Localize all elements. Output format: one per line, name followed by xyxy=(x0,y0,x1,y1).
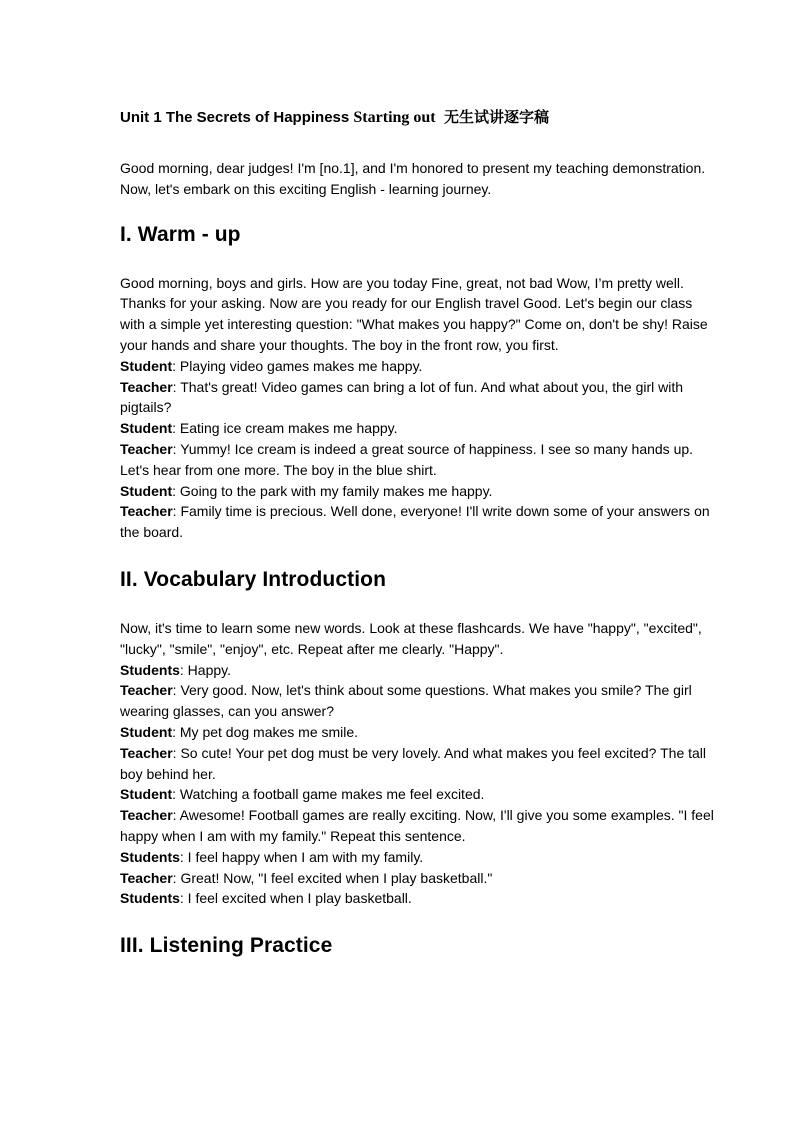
dialogue-line xyxy=(120,660,720,681)
dialogue-text: : My pet dog makes me smile. xyxy=(172,723,359,740)
section-opening: Good morning, boys and girls. How are you today Fine, great, not bad Wow, I’m pretty well. Thanks for your asking. Now are you ready for our English travel Good. Let's begin our class with a simple yet interesting question: "What makes you happy?" Come on, don't be shy! Raise your hands and share your thoughts. The boy in the front row, you first. xyxy=(120,274,708,353)
title-english: Unit 1 The Secrets of Happiness xyxy=(120,109,354,126)
dialogue-text: : Going to the park with my family makes me happy. xyxy=(172,482,493,499)
speaker-label: Student xyxy=(120,723,173,740)
speaker-label: Student xyxy=(120,420,173,437)
section-heading-listening: III. Listening Practice xyxy=(120,934,333,958)
speaker-label: Student xyxy=(120,482,173,499)
document-content xyxy=(120,106,720,984)
dialogue-text: : Awesome! Football games are really exciting. Now, I'll give you some examples. "I feel happy when I am with my family." Repeat this sentence. xyxy=(120,807,714,844)
speaker-label: Students xyxy=(120,661,180,678)
speaker-label: Teacher xyxy=(120,807,173,824)
dialogue-text: : Very good. Now, let's think about some questions. What makes you smile? The girl wearing glasses, can you answer? xyxy=(120,682,692,720)
dialogue-line xyxy=(120,722,720,743)
speaker-label: Teacher xyxy=(120,744,173,761)
dialogue-line xyxy=(120,377,720,419)
dialogue-line xyxy=(120,888,720,909)
dialogue-line xyxy=(120,847,720,868)
dialogue-text: : Eating ice cream makes me happy. xyxy=(172,420,398,437)
dialogue-text: : Family time is precious. Well done, everyone! I'll write down some of your answers on the board. xyxy=(120,503,710,541)
title-chinese: 无生试讲逐字稿 xyxy=(443,108,549,126)
dialogue-text: : I feel happy when I am with my family. xyxy=(179,848,424,865)
dialogue-line xyxy=(120,501,720,543)
dialogue-line xyxy=(120,481,720,502)
dialogue-text: : Happy. xyxy=(179,661,231,678)
section-body-warm-up xyxy=(120,273,720,543)
dialogue-line xyxy=(120,418,720,439)
dialogue-line xyxy=(120,868,720,889)
title-subtitle: Starting out xyxy=(353,109,436,126)
dialogue-line xyxy=(120,743,720,785)
speaker-label: Student xyxy=(120,357,173,374)
intro-paragraph: Good morning, dear judges! I'm [no.1], and I'm honored to present my teaching demonstration. Now, let's embark on this exciting English - learning journey. xyxy=(120,160,706,197)
speaker-label: Teacher xyxy=(120,869,173,886)
dialogue-text: : That's great! Video games can bring a lot of fun. And what about you, the girl with pigtails? xyxy=(120,378,684,416)
speaker-label: Teacher xyxy=(120,503,173,520)
speaker-label: Teacher xyxy=(120,440,173,457)
speaker-label: Students xyxy=(120,890,180,907)
section-heading-vocabulary: II. Vocabulary Introduction xyxy=(120,567,386,591)
document-title xyxy=(120,106,720,129)
dialogue-text: : So cute! Your pet dog must be very lovely. And what makes you feel excited? The tall boy behind her. xyxy=(120,744,707,782)
dialogue-line xyxy=(120,439,720,481)
dialogue-line xyxy=(120,784,720,805)
dialogue-text: : Yummy! Ice cream is indeed a great source of happiness. I see so many hands up. Let's hear from one more. The boy in the blue shirt. xyxy=(120,440,694,478)
speaker-label: Teacher xyxy=(120,378,173,395)
speaker-label: Student xyxy=(120,786,173,803)
section-body-vocabulary xyxy=(120,618,720,909)
dialogue-text: : I feel excited when I play basketball. xyxy=(179,890,412,907)
section-opening: Now, it's time to learn some new words. Look at these flashcards. We have "happy", "excited", "lucky", "smile", "enjoy", etc. Repeat after me clearly. "Happy". xyxy=(120,619,702,657)
dialogue-text: : Great! Now, "I feel excited when I play basketball." xyxy=(172,869,493,886)
dialogue-line xyxy=(120,805,720,847)
dialogue-line xyxy=(120,356,720,377)
speaker-label: Students xyxy=(120,848,180,865)
dialogue-text: : Watching a football game makes me feel excited. xyxy=(172,786,485,803)
dialogue-line xyxy=(120,680,720,722)
section-heading-warm-up: I. Warm - up xyxy=(120,222,241,246)
speaker-label: Teacher xyxy=(120,682,173,699)
dialogue-text: : Playing video games makes me happy. xyxy=(172,357,423,374)
